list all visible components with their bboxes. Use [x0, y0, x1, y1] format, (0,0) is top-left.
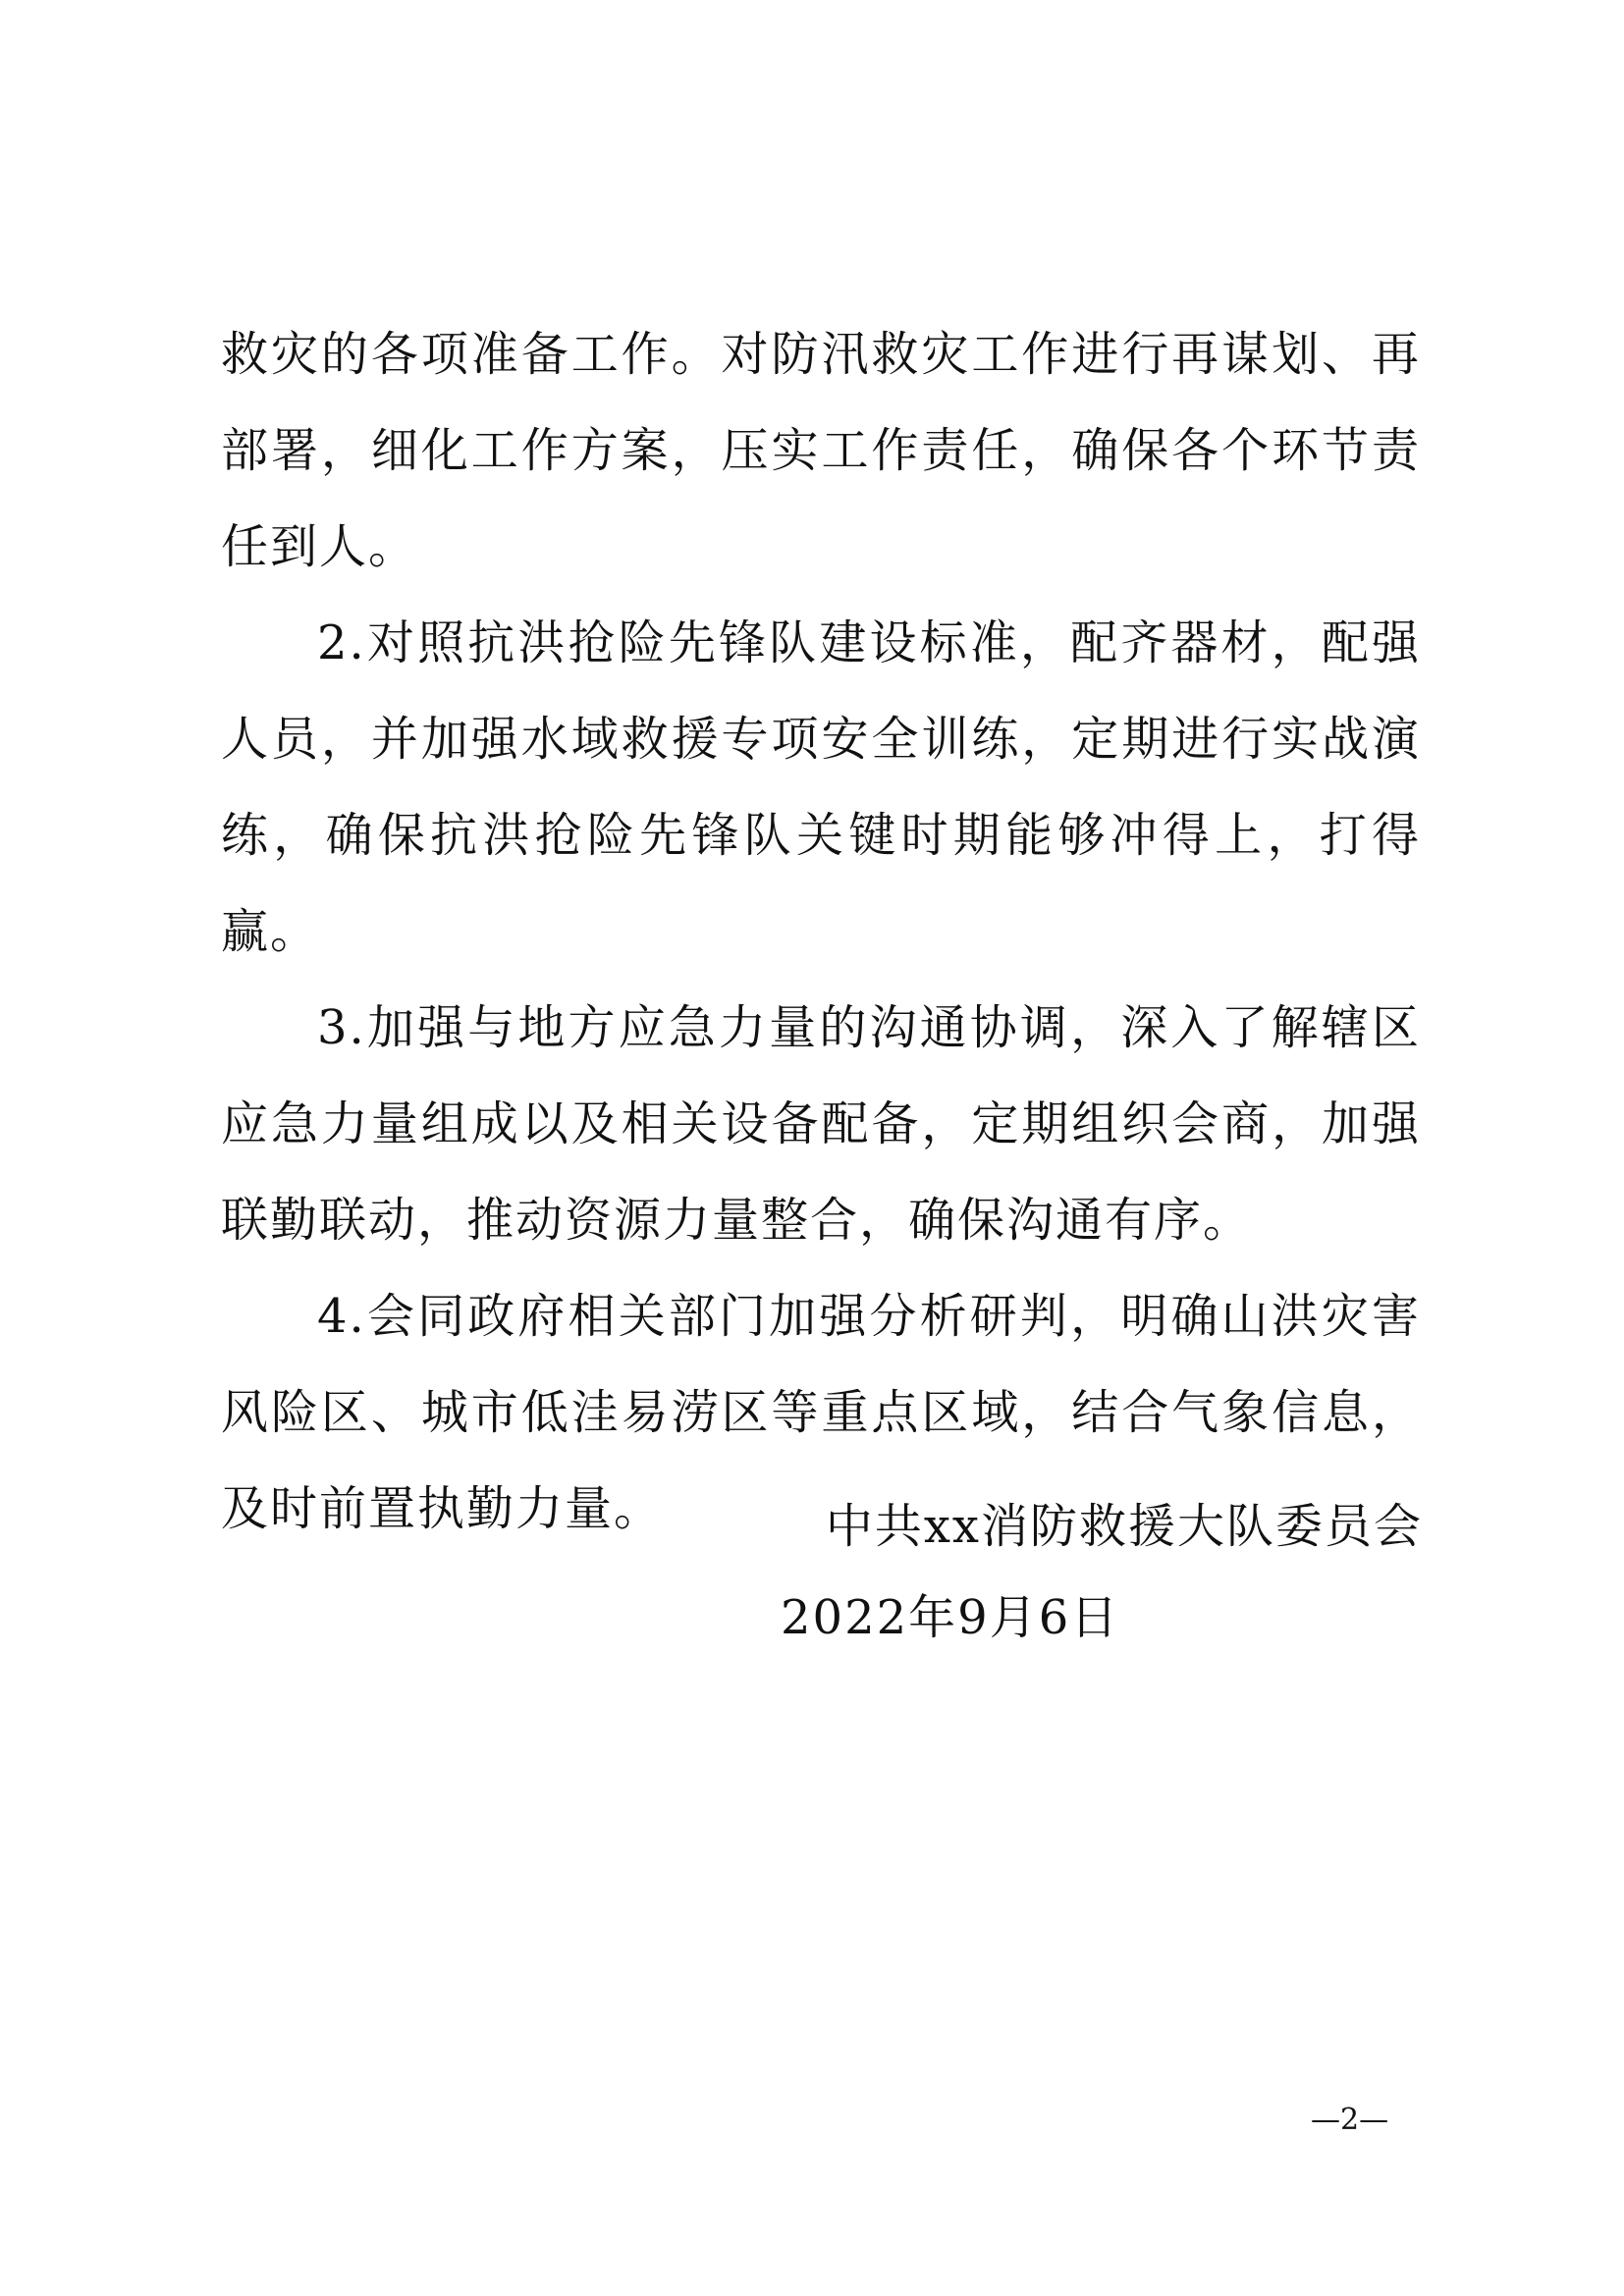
paragraph-item-3: 3.加强与地方应急力量的沟通协调，深入了解辖区应急力量组成以及相关设备配备，定期组织会商，加强联勤联动，推动资源力量整合，确保沟通有序。 — [221, 1000, 1421, 1248]
paragraph-continuation: 救灾的各项准备工作。对防汛救灾工作进行再谋划、再部署，细化工作方案，压实工作责任，确保各个环节责任到人。 — [221, 327, 1421, 574]
page-number: —2— — [1311, 2103, 1389, 2137]
paragraph-item-4: 4.会同政府相关部门加强分析研判，明确山洪灾害风险区、城市低洼易涝区等重点区域，结合气象信息，及时前置执勤力量。 — [221, 1289, 1421, 1536]
paragraph-item-2: 2.对照抗洪抢险先锋队建设标准，配齐器材，配强人员，并加强水域救援专项安全训练，定期进行实战演练，确保抗洪抢险先锋队关键时期能够冲得上，打得赢。 — [221, 615, 1421, 959]
document-body — [221, 306, 1421, 1557]
signature-date: 2022年9月6日 — [781, 1590, 1120, 1645]
signature-organization: 中共xx消防救援大队委员会 — [825, 1499, 1423, 1554]
